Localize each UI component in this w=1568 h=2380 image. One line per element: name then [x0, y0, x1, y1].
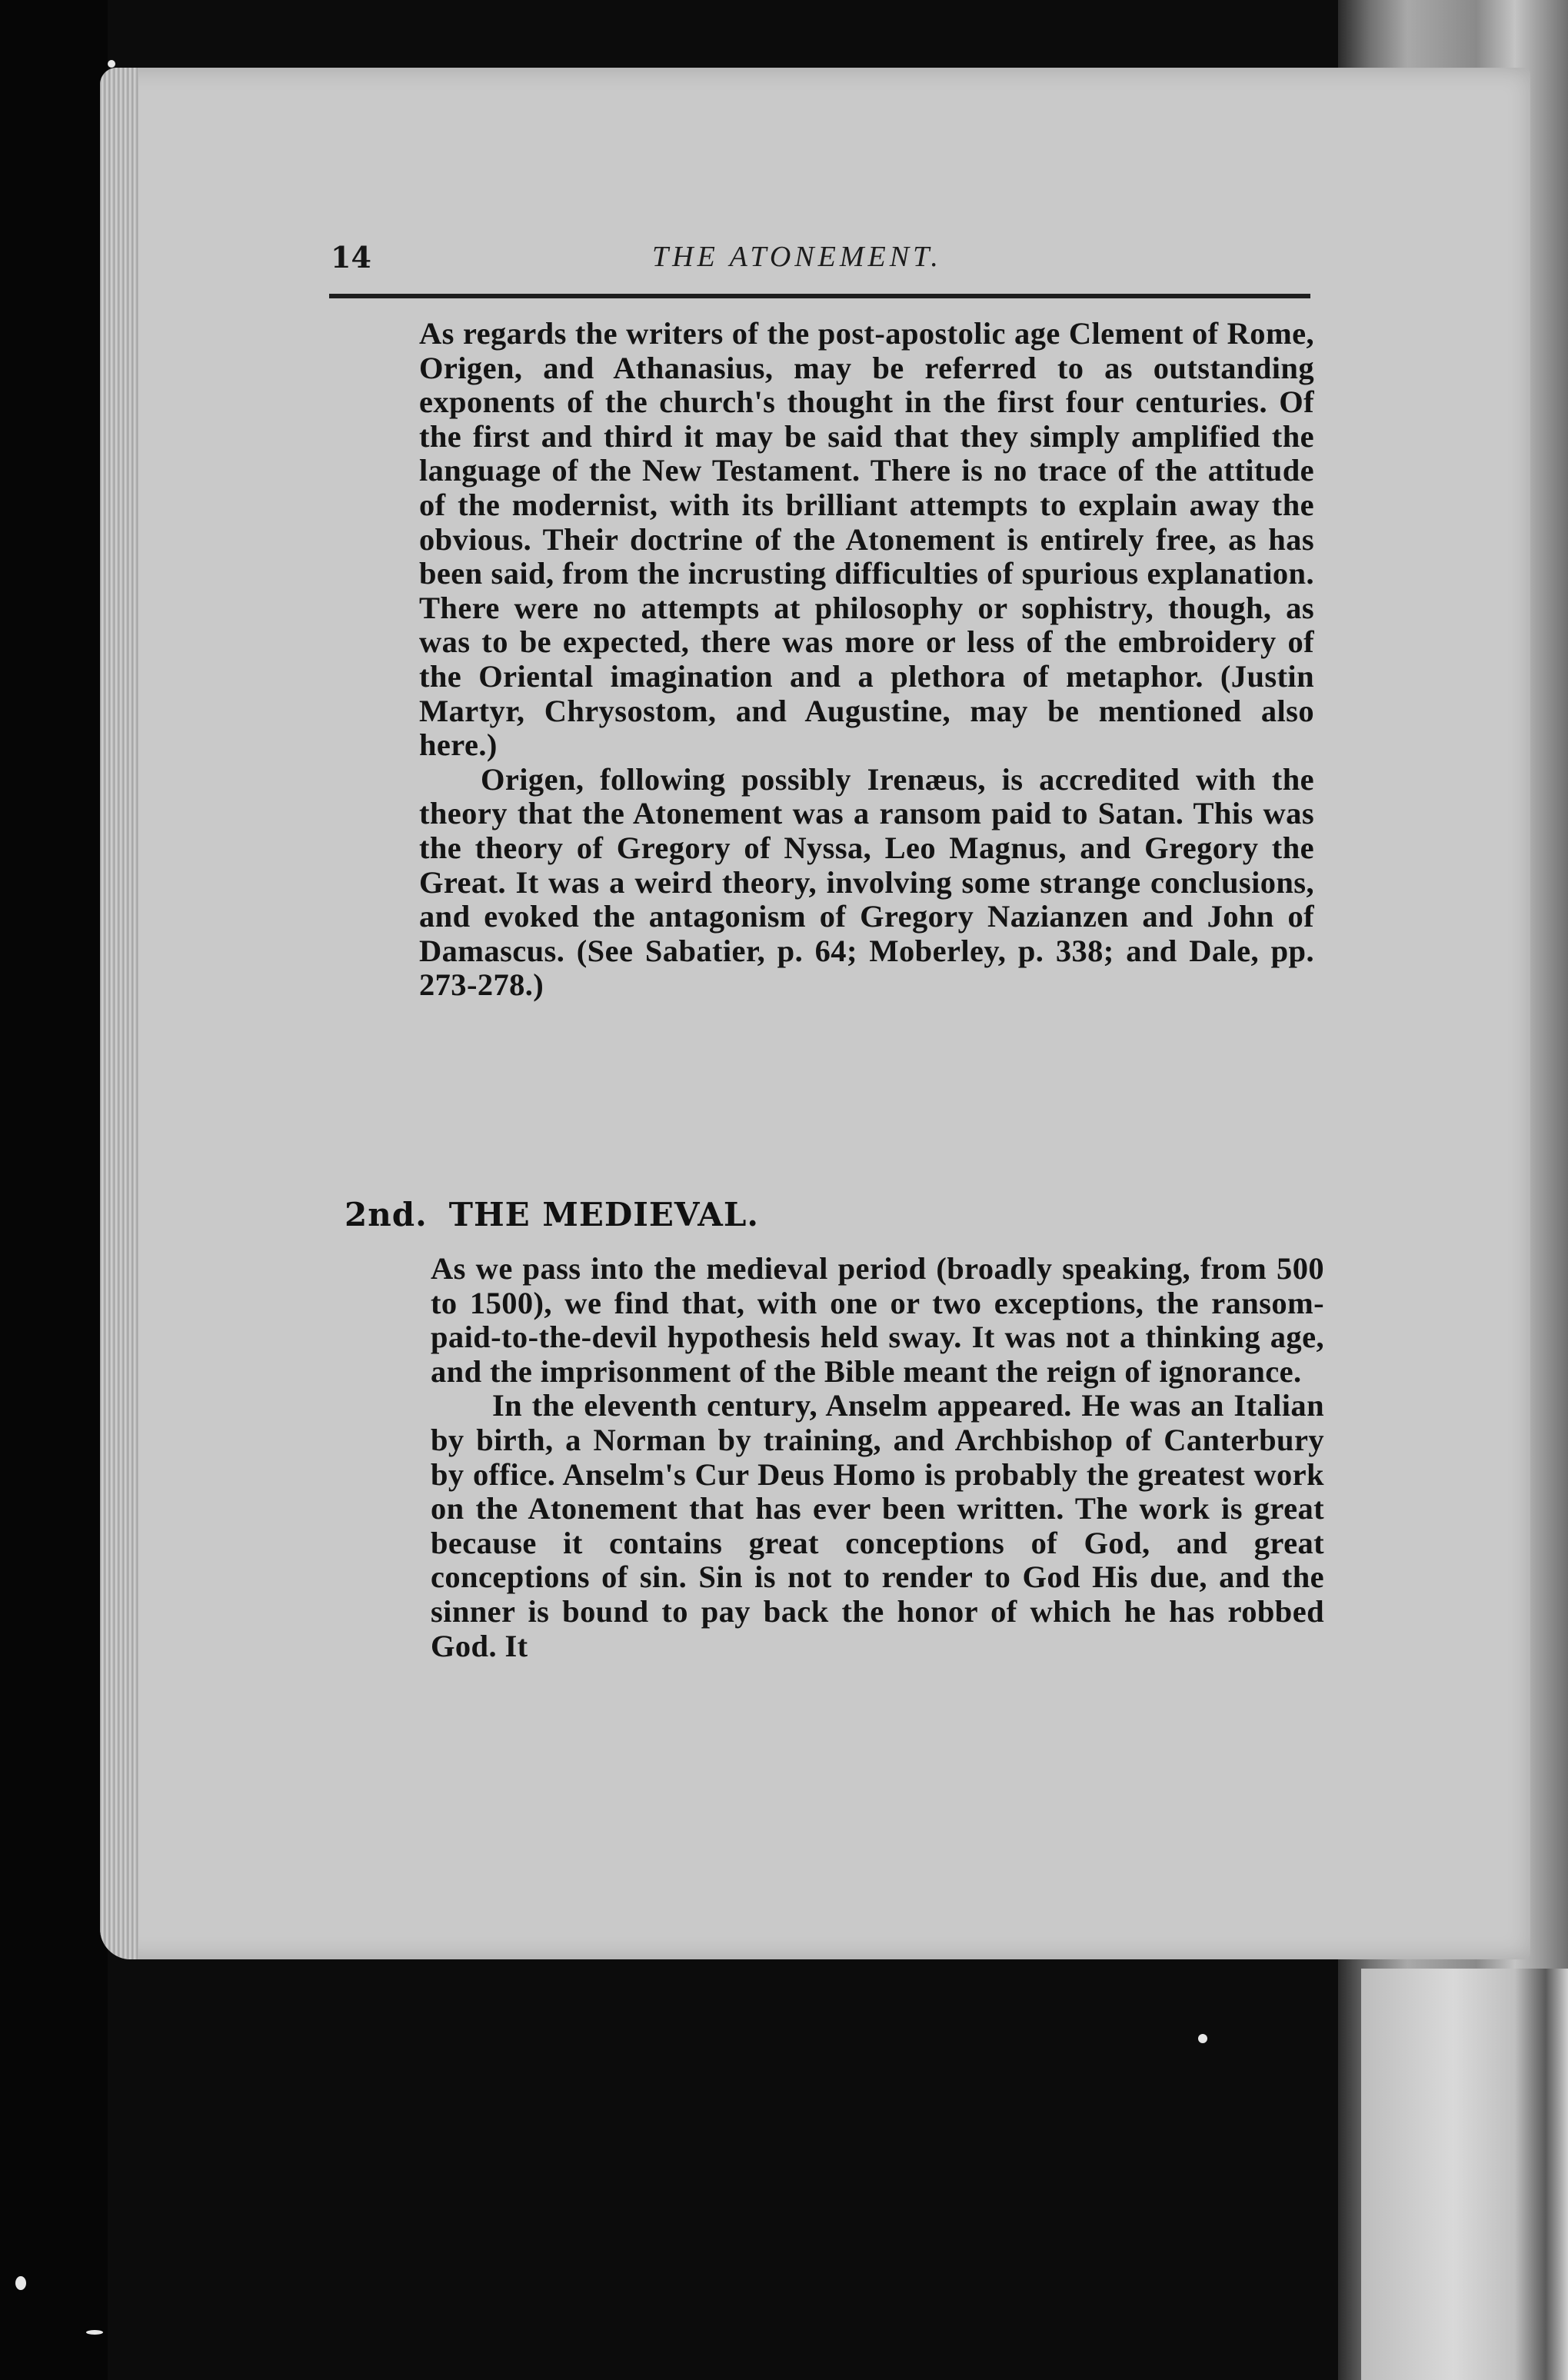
scan-background-left	[0, 0, 108, 2380]
scan-speck	[86, 2330, 103, 2335]
running-head	[331, 240, 1307, 286]
paragraph: In the eleventh century, Anselm appeared. He was an Italian by birth, a Norman by training, and Archbishop of Canterbury by office. Anselm's Cur Deus Homo is probably the greatest work on the Atonement that has ever been written. The work is great because it contains great conceptions of God, and great conceptions of sin. Sin is not to render to God His due, and the sinner is bound to pay back the honor of which he has robbed God. It	[431, 1388, 1324, 1663]
paragraph: Origen, following possibly Irenæus, is accredited with the theory that the Atonement was a ransom paid to Satan. This was the theory of Gregory of Nyssa, Leo Magnus, and Gregory the Great. It was a weird theory, involving some strange conclusions, and evoked the antagonism of Gregory Nazianzen and John of Damascus. (See Sabatier, p. 64; Moberley, p. 338; and Dale, pp. 273-278.)	[419, 761, 1314, 1003]
section-one-body	[419, 317, 1314, 1003]
section-two-body	[431, 1252, 1324, 1663]
scan-speck	[15, 2276, 26, 2290]
section-number: 2nd.	[345, 1196, 428, 1233]
running-title: THE ATONEMENT.	[652, 241, 942, 273]
page-number: 14	[331, 240, 371, 275]
paragraph: As we pass into the medieval period (broadly speaking, from 500 to 1500), we find that, with one or two exceptions, the ransom-paid-to-the-devil hypothesis held sway. It was not a thinking age, and the imprisonment of the Bible meant the reign of ignorance.	[431, 1251, 1324, 1389]
scan-background-right-lower	[1361, 1969, 1568, 2380]
header-rule	[329, 294, 1310, 298]
section-title: THE MEDIEVAL.	[448, 1196, 759, 1233]
scan-speck	[108, 60, 115, 68]
scan-speck	[1198, 2034, 1207, 2043]
page-stack-edge	[100, 68, 138, 1959]
section-heading	[345, 1196, 759, 1233]
paragraph: As regards the writers of the post-apostolic age Clement of Rome, Origen, and Athanasius, may be referred to as outstanding exponents of the church's thought in the first four centuries. Of the first and third it may be said that they simply amplified the language of the New Testament. There is no trace of the attitude of the modernist, with its brilliant attempts to explain away the obvious. Their doctrine of the Atonement is entirely free, as has been said, from the incrusting difficulties of spurious explanation. There were no attempts at philosophy or sophistry, though, as was to be expected, there was more or less of the embroidery of the Oriental imagination and a plethora of metaphor. (Justin Martyr, Chrysostom, and Augustine, may be mentioned also here.)	[419, 316, 1314, 763]
